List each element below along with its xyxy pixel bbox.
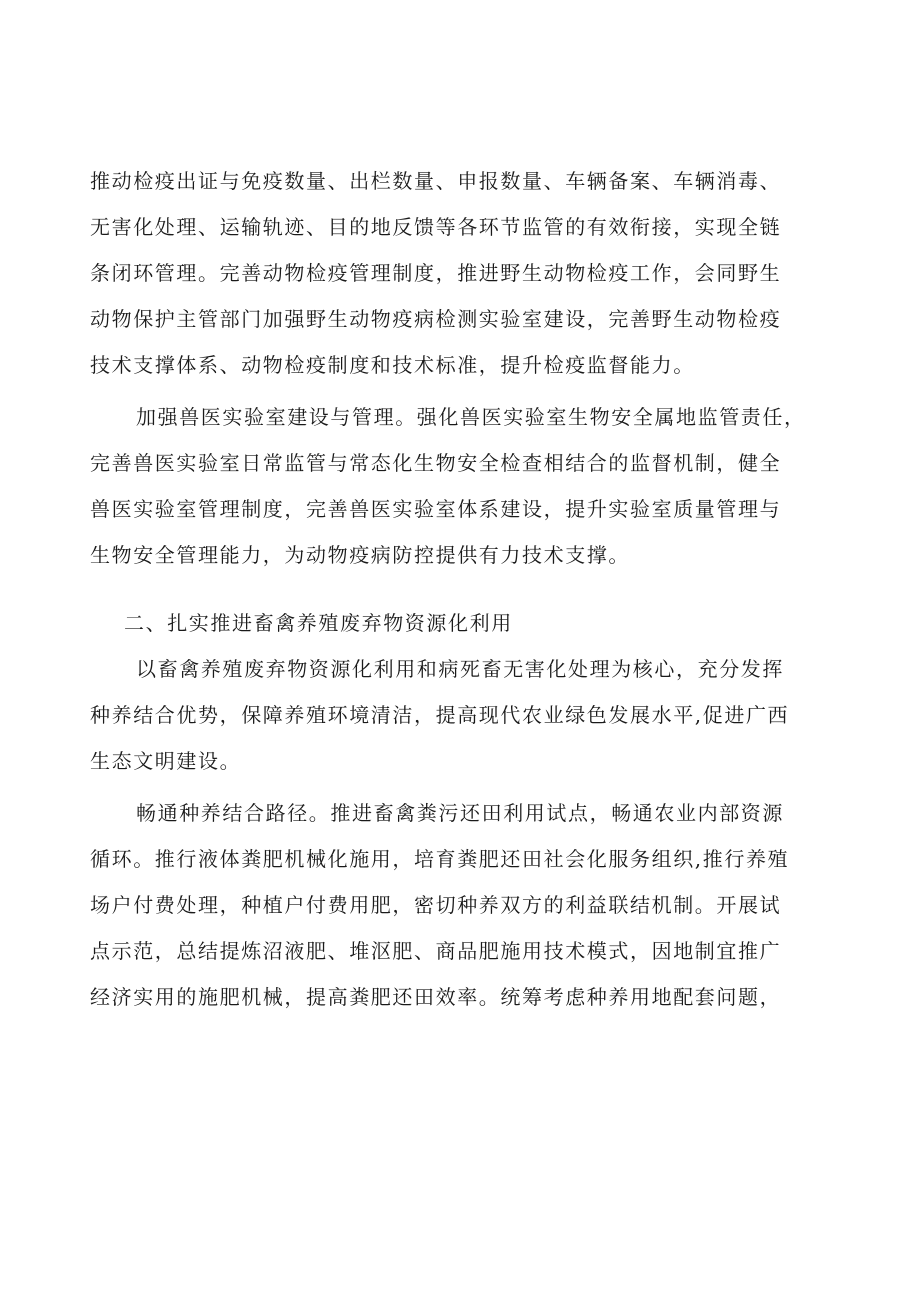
paragraph-line: 点示范，总结提炼沼液肥、堆沤肥、商品肥施用技术模式，因地制宜推广	[90, 939, 782, 963]
paragraph-line: 加强兽医实验室建设与管理。强化兽医实验室生物安全属地监管责任，	[136, 405, 806, 429]
paragraph-line: 经济实用的施肥机械，提高粪肥还田效率。统筹考虑种养用地配套问题，	[90, 985, 782, 1009]
paragraph-line: 生物安全管理能力，为动物疫病防控提供有力技术支撑。	[90, 543, 630, 567]
document-body	[90, 168, 850, 1030]
paragraph-line: 畅通种养结合路径。推进畜禽粪污还田利用试点，畅通农业内部资源	[136, 801, 784, 825]
paragraph-line: 推动检疫出证与免疫数量、出栏数量、申报数量、车辆备案、车辆消毒、	[90, 169, 782, 193]
paragraph-line: 完善兽医实验室日常监管与常态化生物安全检查相结合的监督机制，健全	[90, 451, 782, 475]
paragraph-line: 无害化处理、运输轨迹、目的地反馈等各环节监管的有效衔接，实现全链	[90, 215, 782, 239]
paragraph-line: 条闭环管理。完善动物检疫管理制度，推进野生动物检疫工作，会同野生	[90, 261, 782, 285]
paragraph-animal-quarantine	[90, 168, 850, 398]
paragraph-waste-utilization	[90, 656, 850, 794]
paragraph-line: 生态文明建设。	[90, 749, 242, 773]
paragraph-line: 种养结合优势，保障养殖环境清洁，提高现代农业绿色发展水平,促进广西	[90, 703, 790, 727]
section-heading: 二、扎实推进畜禽养殖废弃物资源化利用	[124, 611, 513, 635]
paragraph-vet-lab	[90, 404, 850, 588]
paragraph-planting-breeding	[90, 800, 850, 1030]
paragraph-line: 技术支撑体系、动物检疫制度和技术标准，提升检疫监督能力。	[90, 353, 695, 377]
paragraph-line: 兽医实验室管理制度，完善兽医实验室体系建设，提升实验室质量管理与	[90, 497, 782, 521]
paragraph-line: 以畜禽养殖废弃物资源化利用和病死畜无害化处理为核心，充分发挥	[136, 657, 784, 681]
paragraph-line: 动物保护主管部门加强野生动物疫病检测实验室建设，完善野生动物检疫	[90, 307, 782, 331]
paragraph-line: 循环。推行液体粪肥机械化施用，培育粪肥还田社会化服务组织,推行养殖	[90, 847, 790, 871]
paragraph-line: 场户付费处理，种植户付费用肥，密切种养双方的利益联结机制。开展试	[90, 893, 782, 917]
